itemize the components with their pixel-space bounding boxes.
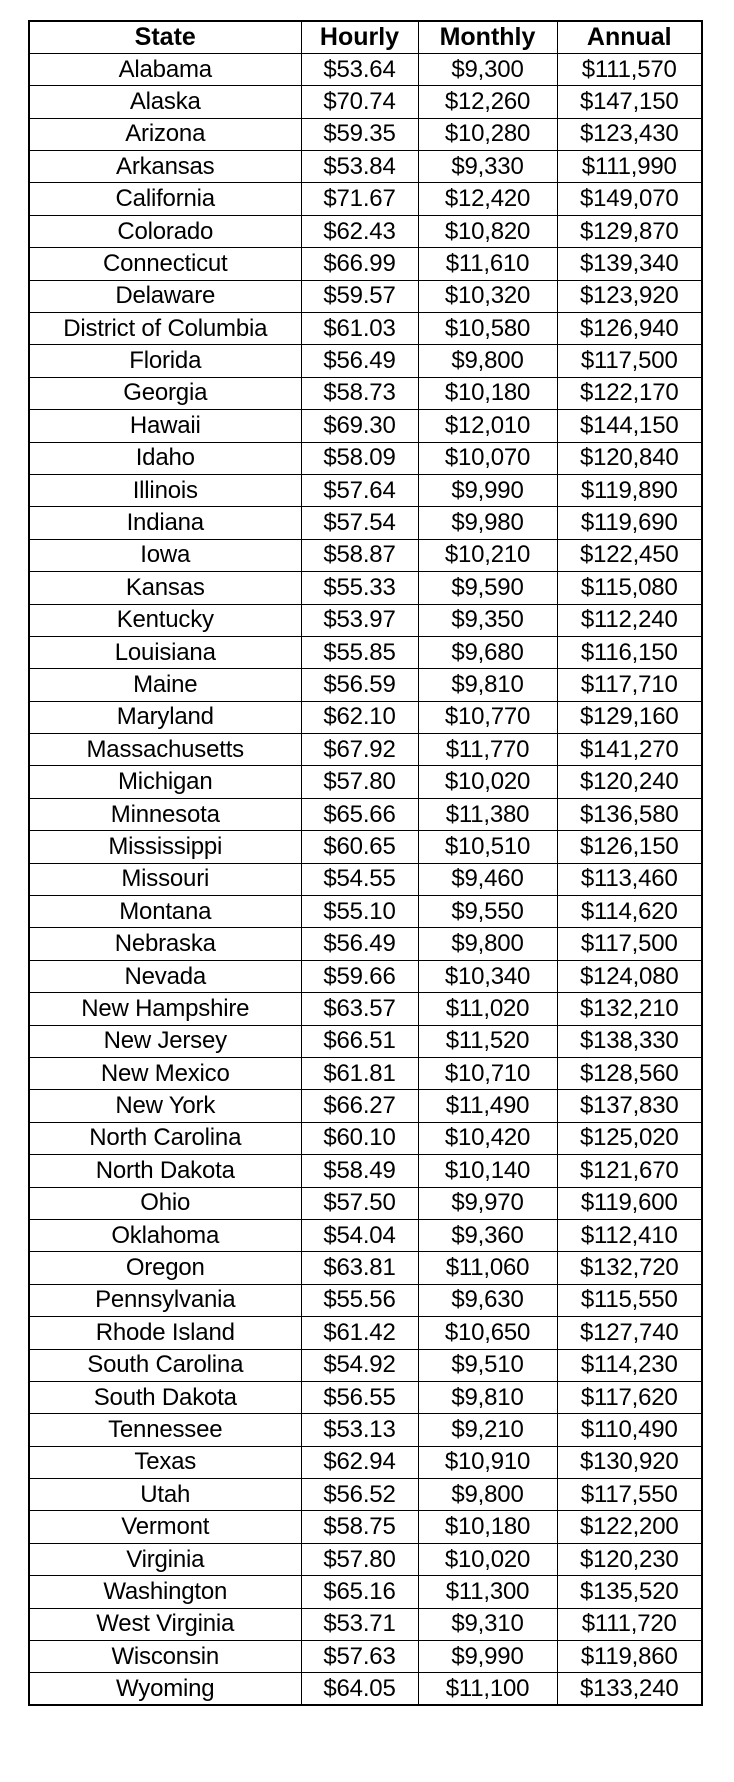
hourly-cell: $55.56 [301, 1284, 418, 1316]
state-cell: Hawaii [29, 410, 301, 442]
state-cell: Maine [29, 669, 301, 701]
table-row [29, 1349, 702, 1381]
monthly-cell: $10,580 [418, 313, 557, 345]
table-row [29, 1641, 702, 1673]
monthly-cell: $9,810 [418, 669, 557, 701]
hourly-cell: $67.92 [301, 734, 418, 766]
hourly-cell: $55.85 [301, 636, 418, 668]
state-cell: Indiana [29, 507, 301, 539]
hourly-cell: $58.87 [301, 539, 418, 571]
table-row [29, 280, 702, 312]
monthly-cell: $9,800 [418, 345, 557, 377]
table-row [29, 1446, 702, 1478]
state-cell: Massachusetts [29, 734, 301, 766]
hourly-cell: $62.10 [301, 701, 418, 733]
state-cell: Texas [29, 1446, 301, 1478]
state-cell: Vermont [29, 1511, 301, 1543]
annual-cell: $147,150 [557, 86, 702, 118]
table-row [29, 1122, 702, 1154]
table-row [29, 960, 702, 992]
annual-cell: $138,330 [557, 1025, 702, 1057]
table-row [29, 474, 702, 506]
hourly-cell: $56.52 [301, 1479, 418, 1511]
monthly-cell: $11,520 [418, 1025, 557, 1057]
hourly-cell: $57.63 [301, 1641, 418, 1673]
annual-cell: $133,240 [557, 1673, 702, 1705]
hourly-cell: $59.66 [301, 960, 418, 992]
table-row [29, 1511, 702, 1543]
hourly-cell: $56.49 [301, 345, 418, 377]
state-cell: Kentucky [29, 604, 301, 636]
annual-cell: $119,890 [557, 474, 702, 506]
state-cell: Iowa [29, 539, 301, 571]
monthly-cell: $9,800 [418, 1479, 557, 1511]
table-row [29, 1381, 702, 1413]
annual-cell: $119,600 [557, 1187, 702, 1219]
hourly-cell: $53.71 [301, 1608, 418, 1640]
state-cell: Arkansas [29, 151, 301, 183]
monthly-cell: $10,510 [418, 831, 557, 863]
annual-cell: $120,240 [557, 766, 702, 798]
annual-cell: $128,560 [557, 1058, 702, 1090]
hourly-cell: $57.54 [301, 507, 418, 539]
annual-cell: $132,720 [557, 1252, 702, 1284]
hourly-cell: $66.99 [301, 248, 418, 280]
table-row [29, 636, 702, 668]
hourly-cell: $54.04 [301, 1219, 418, 1251]
annual-cell: $111,990 [557, 151, 702, 183]
table-row [29, 993, 702, 1025]
hourly-cell: $65.16 [301, 1576, 418, 1608]
annual-cell: $126,150 [557, 831, 702, 863]
table-row [29, 734, 702, 766]
monthly-cell: $10,140 [418, 1155, 557, 1187]
table-row [29, 1187, 702, 1219]
table-row [29, 345, 702, 377]
monthly-cell: $11,060 [418, 1252, 557, 1284]
header-hourly: Hourly [301, 21, 418, 53]
state-cell: Georgia [29, 377, 301, 409]
hourly-cell: $60.10 [301, 1122, 418, 1154]
annual-cell: $112,410 [557, 1219, 702, 1251]
table-row [29, 1608, 702, 1640]
table-row [29, 1317, 702, 1349]
annual-cell: $124,080 [557, 960, 702, 992]
annual-cell: $144,150 [557, 410, 702, 442]
hourly-cell: $59.57 [301, 280, 418, 312]
annual-cell: $114,620 [557, 896, 702, 928]
state-cell: Nebraska [29, 928, 301, 960]
annual-cell: $139,340 [557, 248, 702, 280]
monthly-cell: $9,550 [418, 896, 557, 928]
monthly-cell: $10,210 [418, 539, 557, 571]
hourly-cell: $66.27 [301, 1090, 418, 1122]
table-row [29, 831, 702, 863]
table-row [29, 1090, 702, 1122]
header-monthly: Monthly [418, 21, 557, 53]
state-cell: Nevada [29, 960, 301, 992]
annual-cell: $135,520 [557, 1576, 702, 1608]
hourly-cell: $66.51 [301, 1025, 418, 1057]
table-row [29, 1479, 702, 1511]
annual-cell: $117,620 [557, 1381, 702, 1413]
hourly-cell: $59.35 [301, 118, 418, 150]
monthly-cell: $11,300 [418, 1576, 557, 1608]
hourly-cell: $58.09 [301, 442, 418, 474]
table-row [29, 86, 702, 118]
monthly-cell: $12,420 [418, 183, 557, 215]
hourly-cell: $56.55 [301, 1381, 418, 1413]
annual-cell: $125,020 [557, 1122, 702, 1154]
table-row [29, 1058, 702, 1090]
annual-cell: $113,460 [557, 863, 702, 895]
monthly-cell: $11,100 [418, 1673, 557, 1705]
table-row [29, 572, 702, 604]
hourly-cell: $57.50 [301, 1187, 418, 1219]
hourly-cell: $69.30 [301, 410, 418, 442]
annual-cell: $123,920 [557, 280, 702, 312]
annual-cell: $117,710 [557, 669, 702, 701]
table-row [29, 1284, 702, 1316]
state-cell: Alaska [29, 86, 301, 118]
table-row [29, 896, 702, 928]
monthly-cell: $10,180 [418, 377, 557, 409]
state-cell: Wyoming [29, 1673, 301, 1705]
monthly-cell: $9,800 [418, 928, 557, 960]
table-row [29, 766, 702, 798]
monthly-cell: $9,510 [418, 1349, 557, 1381]
state-cell: Wisconsin [29, 1641, 301, 1673]
annual-cell: $120,230 [557, 1543, 702, 1575]
annual-cell: $111,720 [557, 1608, 702, 1640]
hourly-cell: $60.65 [301, 831, 418, 863]
state-cell: West Virginia [29, 1608, 301, 1640]
state-cell: New York [29, 1090, 301, 1122]
table-row [29, 928, 702, 960]
state-cell: Illinois [29, 474, 301, 506]
monthly-cell: $12,010 [418, 410, 557, 442]
annual-cell: $120,840 [557, 442, 702, 474]
state-cell: Minnesota [29, 798, 301, 830]
monthly-cell: $10,910 [418, 1446, 557, 1478]
state-cell: Florida [29, 345, 301, 377]
monthly-cell: $10,280 [418, 118, 557, 150]
annual-cell: $116,150 [557, 636, 702, 668]
monthly-cell: $10,320 [418, 280, 557, 312]
table-row [29, 313, 702, 345]
table-row [29, 183, 702, 215]
state-cell: Colorado [29, 215, 301, 247]
annual-cell: $117,500 [557, 345, 702, 377]
hourly-cell: $57.80 [301, 1543, 418, 1575]
table-row [29, 215, 702, 247]
state-cell: New Jersey [29, 1025, 301, 1057]
hourly-cell: $63.81 [301, 1252, 418, 1284]
state-cell: Pennsylvania [29, 1284, 301, 1316]
annual-cell: $122,170 [557, 377, 702, 409]
annual-cell: $132,210 [557, 993, 702, 1025]
hourly-cell: $55.33 [301, 572, 418, 604]
header-state: State [29, 21, 301, 53]
monthly-cell: $11,610 [418, 248, 557, 280]
state-cell: South Dakota [29, 1381, 301, 1413]
table-row [29, 798, 702, 830]
annual-cell: $136,580 [557, 798, 702, 830]
state-cell: North Dakota [29, 1155, 301, 1187]
hourly-cell: $65.66 [301, 798, 418, 830]
state-cell: Montana [29, 896, 301, 928]
table-row [29, 1155, 702, 1187]
hourly-cell: $53.84 [301, 151, 418, 183]
state-cell: Michigan [29, 766, 301, 798]
annual-cell: $126,940 [557, 313, 702, 345]
annual-cell: $114,230 [557, 1349, 702, 1381]
monthly-cell: $9,590 [418, 572, 557, 604]
monthly-cell: $10,180 [418, 1511, 557, 1543]
table-row [29, 377, 702, 409]
hourly-cell: $61.42 [301, 1317, 418, 1349]
monthly-cell: $9,810 [418, 1381, 557, 1413]
monthly-cell: $12,260 [418, 86, 557, 118]
table-row [29, 1252, 702, 1284]
monthly-cell: $10,420 [418, 1122, 557, 1154]
state-cell: Rhode Island [29, 1317, 301, 1349]
table-row [29, 604, 702, 636]
monthly-cell: $9,360 [418, 1219, 557, 1251]
table-row [29, 442, 702, 474]
hourly-cell: $54.55 [301, 863, 418, 895]
state-cell: Virginia [29, 1543, 301, 1575]
hourly-cell: $61.81 [301, 1058, 418, 1090]
table-row [29, 118, 702, 150]
hourly-cell: $58.73 [301, 377, 418, 409]
table-row [29, 539, 702, 571]
monthly-cell: $9,980 [418, 507, 557, 539]
table-row [29, 1414, 702, 1446]
table-row [29, 1673, 702, 1705]
annual-cell: $149,070 [557, 183, 702, 215]
salary-table [28, 20, 703, 1706]
table-row [29, 1543, 702, 1575]
monthly-cell: $9,990 [418, 474, 557, 506]
table-row [29, 669, 702, 701]
monthly-cell: $10,770 [418, 701, 557, 733]
table-row [29, 1576, 702, 1608]
annual-cell: $110,490 [557, 1414, 702, 1446]
annual-cell: $119,690 [557, 507, 702, 539]
table-row [29, 151, 702, 183]
state-cell: Arizona [29, 118, 301, 150]
state-cell: Maryland [29, 701, 301, 733]
state-cell: Washington [29, 1576, 301, 1608]
annual-cell: $111,570 [557, 53, 702, 85]
monthly-cell: $9,990 [418, 1641, 557, 1673]
monthly-cell: $10,710 [418, 1058, 557, 1090]
hourly-cell: $71.67 [301, 183, 418, 215]
hourly-cell: $57.80 [301, 766, 418, 798]
annual-cell: $130,920 [557, 1446, 702, 1478]
annual-cell: $117,500 [557, 928, 702, 960]
state-cell: Louisiana [29, 636, 301, 668]
state-cell: Oregon [29, 1252, 301, 1284]
annual-cell: $127,740 [557, 1317, 702, 1349]
monthly-cell: $9,210 [418, 1414, 557, 1446]
monthly-cell: $9,630 [418, 1284, 557, 1316]
annual-cell: $115,550 [557, 1284, 702, 1316]
monthly-cell: $9,310 [418, 1608, 557, 1640]
state-cell: Oklahoma [29, 1219, 301, 1251]
monthly-cell: $9,330 [418, 151, 557, 183]
table-header [29, 21, 702, 53]
table-row [29, 863, 702, 895]
annual-cell: $122,200 [557, 1511, 702, 1543]
hourly-cell: $53.13 [301, 1414, 418, 1446]
monthly-cell: $11,490 [418, 1090, 557, 1122]
hourly-cell: $56.59 [301, 669, 418, 701]
state-cell: Alabama [29, 53, 301, 85]
state-cell: Kansas [29, 572, 301, 604]
hourly-cell: $53.97 [301, 604, 418, 636]
annual-cell: $117,550 [557, 1479, 702, 1511]
monthly-cell: $9,970 [418, 1187, 557, 1219]
state-cell: Delaware [29, 280, 301, 312]
monthly-cell: $9,460 [418, 863, 557, 895]
hourly-cell: $55.10 [301, 896, 418, 928]
header-annual: Annual [557, 21, 702, 53]
monthly-cell: $9,350 [418, 604, 557, 636]
state-cell: Ohio [29, 1187, 301, 1219]
annual-cell: $119,860 [557, 1641, 702, 1673]
state-cell: Missouri [29, 863, 301, 895]
hourly-cell: $54.92 [301, 1349, 418, 1381]
table-row [29, 1219, 702, 1251]
table-row [29, 248, 702, 280]
table-body [29, 53, 702, 1705]
state-cell: New Mexico [29, 1058, 301, 1090]
annual-cell: $112,240 [557, 604, 702, 636]
monthly-cell: $10,650 [418, 1317, 557, 1349]
monthly-cell: $11,020 [418, 993, 557, 1025]
hourly-cell: $62.43 [301, 215, 418, 247]
state-cell: South Carolina [29, 1349, 301, 1381]
state-cell: District of Columbia [29, 313, 301, 345]
annual-cell: $129,870 [557, 215, 702, 247]
table-row [29, 1025, 702, 1057]
hourly-cell: $63.57 [301, 993, 418, 1025]
hourly-cell: $61.03 [301, 313, 418, 345]
annual-cell: $115,080 [557, 572, 702, 604]
table-row [29, 53, 702, 85]
monthly-cell: $11,770 [418, 734, 557, 766]
table-row [29, 701, 702, 733]
hourly-cell: $53.64 [301, 53, 418, 85]
monthly-cell: $11,380 [418, 798, 557, 830]
table-row [29, 410, 702, 442]
hourly-cell: $58.49 [301, 1155, 418, 1187]
state-cell: California [29, 183, 301, 215]
table-row [29, 507, 702, 539]
annual-cell: $137,830 [557, 1090, 702, 1122]
state-cell: Idaho [29, 442, 301, 474]
annual-cell: $129,160 [557, 701, 702, 733]
hourly-cell: $56.49 [301, 928, 418, 960]
annual-cell: $122,450 [557, 539, 702, 571]
annual-cell: $141,270 [557, 734, 702, 766]
hourly-cell: $58.75 [301, 1511, 418, 1543]
monthly-cell: $9,680 [418, 636, 557, 668]
monthly-cell: $10,070 [418, 442, 557, 474]
monthly-cell: $10,820 [418, 215, 557, 247]
monthly-cell: $10,020 [418, 1543, 557, 1575]
header-row [29, 21, 702, 53]
state-cell: North Carolina [29, 1122, 301, 1154]
state-cell: New Hampshire [29, 993, 301, 1025]
state-cell: Tennessee [29, 1414, 301, 1446]
monthly-cell: $9,300 [418, 53, 557, 85]
state-cell: Utah [29, 1479, 301, 1511]
monthly-cell: $10,020 [418, 766, 557, 798]
state-cell: Connecticut [29, 248, 301, 280]
annual-cell: $121,670 [557, 1155, 702, 1187]
annual-cell: $123,430 [557, 118, 702, 150]
hourly-cell: $57.64 [301, 474, 418, 506]
hourly-cell: $70.74 [301, 86, 418, 118]
state-cell: Mississippi [29, 831, 301, 863]
monthly-cell: $10,340 [418, 960, 557, 992]
hourly-cell: $62.94 [301, 1446, 418, 1478]
hourly-cell: $64.05 [301, 1673, 418, 1705]
